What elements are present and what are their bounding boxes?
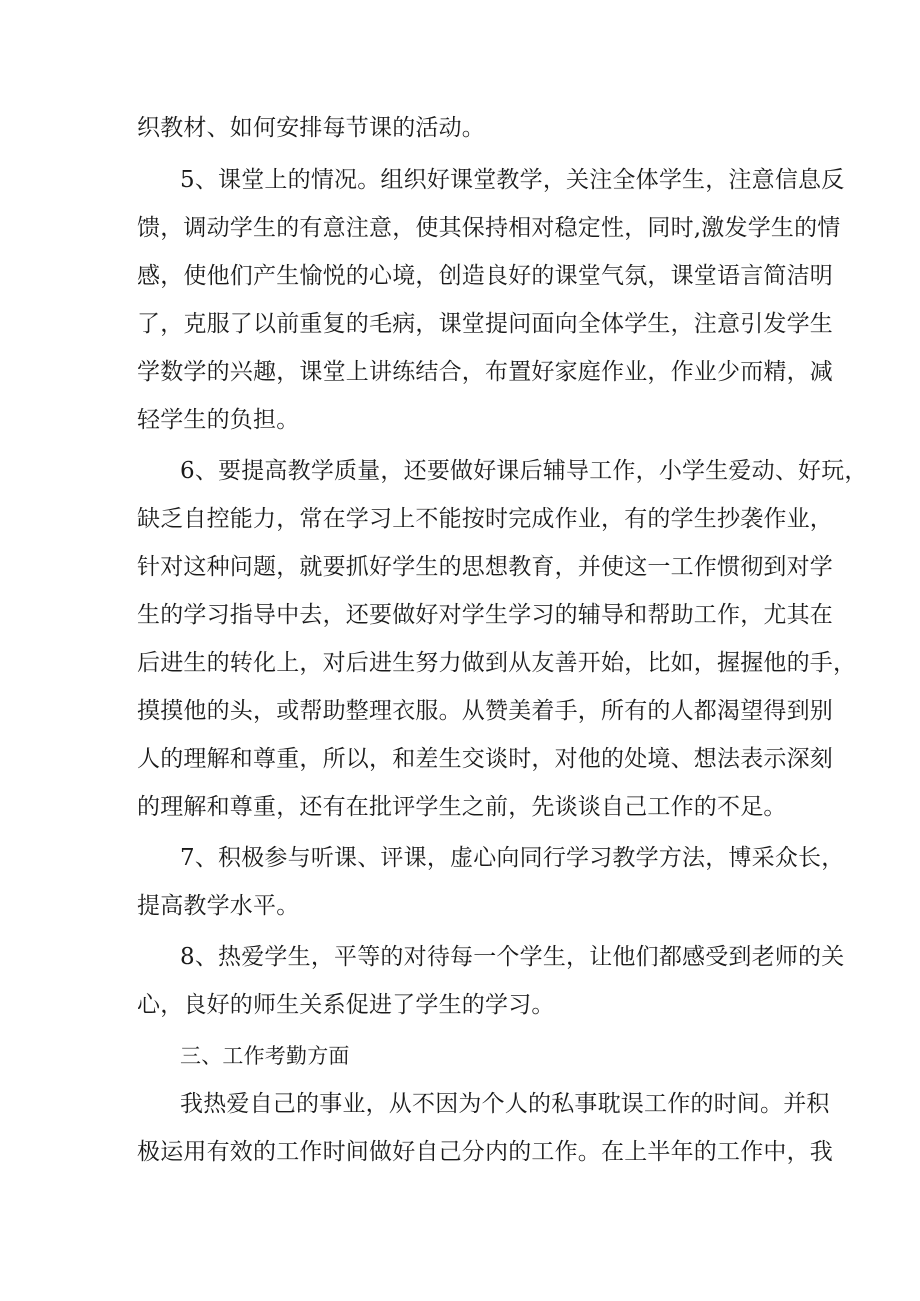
paragraph-line: 8、热爱学生，平等的对待每一个学生，让他们都感受到老师的关 [180, 944, 845, 970]
paragraph-line: 学数学的兴趣，课堂上讲练结合，布置好家庭作业，作业少而精，减 [137, 359, 833, 385]
paragraph-line: 织教材、如何安排每节课的活动。 [137, 115, 485, 141]
paragraph-line: 缺乏自控能力，常在学习上不能按时完成作业，有的学生抄袭作业， [137, 506, 833, 532]
paragraph-line: 我热爱自己的事业，从不因为个人的私事耽误工作的时间。并积 [180, 1091, 830, 1117]
paragraph-line: 7、积极参与听课、评课，虚心向同行学习教学方法，博采众长， [180, 845, 845, 871]
paragraph-line: 心，良好的师生关系促进了学生的学习。 [137, 992, 555, 1018]
paragraph-line: 生的学习指导中去，还要做好对学生学习的辅导和帮助工作，尤其在 [137, 602, 833, 628]
paragraph-line: 感，使他们产生愉悦的心境，创造良好的课堂气氛，课堂语言简洁明 [137, 263, 833, 289]
paragraph-line: 馈，调动学生的有意注意，使其保持相对稳定性，同时,激发学生的情 [137, 215, 841, 241]
paragraph-line: 5、课堂上的情况。组织好课堂教学，关注全体学生，注意信息反 [180, 167, 845, 193]
paragraph-line: 了，克服了以前重复的毛病，课堂提问面向全体学生，注意引发学生 [137, 311, 833, 337]
paragraph-line: 极运用有效的工作时间做好自己分内的工作。在上半年的工作中，我 [137, 1139, 833, 1165]
paragraph-line: 人的理解和尊重，所以，和差生交谈时，对他的处境、想法表示深刻 [137, 746, 833, 772]
paragraph-line: 6、要提高教学质量，还要做好课后辅导工作，小学生爱动、好玩， [180, 458, 868, 484]
section-heading: 三、工作考勤方面 [180, 1044, 350, 1068]
paragraph-line: 的理解和尊重，还有在批评学生之前，先谈谈自己工作的不足。 [137, 794, 787, 820]
paragraph-line: 轻学生的负担。 [137, 407, 300, 433]
paragraph-line: 提高教学水平。 [137, 893, 300, 919]
paragraph-line: 针对这种问题，就要抓好学生的思想教育，并使这一工作惯彻到对学 [137, 554, 833, 580]
paragraph-line: 后进生的转化上，对后进生努力做到从友善开始，比如，握握他的手， [137, 650, 857, 676]
paragraph-line: 摸摸他的头，或帮助整理衣服。从赞美着手，所有的人都渴望得到别 [137, 698, 833, 724]
